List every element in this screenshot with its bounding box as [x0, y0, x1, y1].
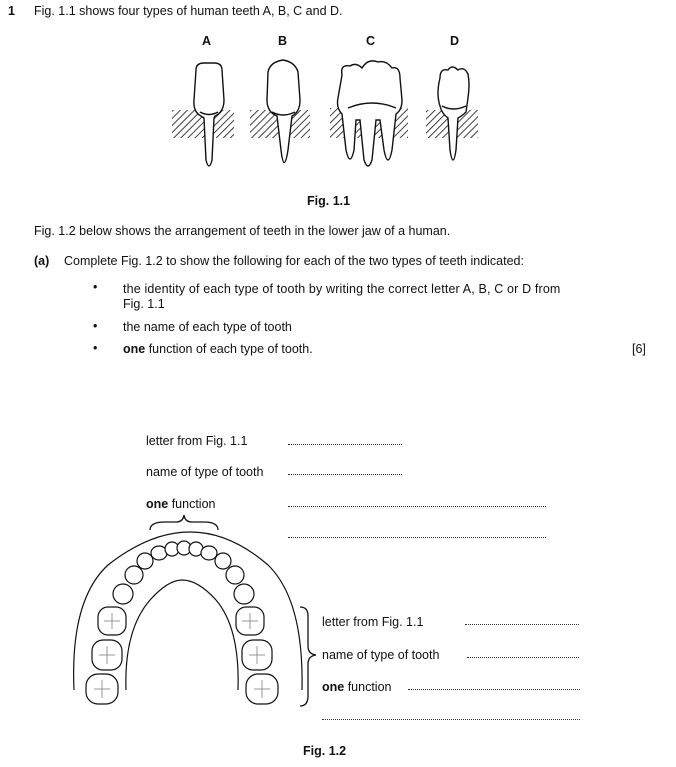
upper-brace	[150, 515, 218, 530]
tooth-label-c: C	[366, 34, 376, 48]
upper-letter-label: letter from Fig. 1.1	[146, 434, 248, 448]
lower-function-label	[322, 680, 392, 694]
bullet-dot: •	[93, 341, 98, 355]
bullet-3-bold: one	[123, 342, 146, 356]
question-intro: Fig. 1.1 shows four types of human teeth A, B, C and D.	[34, 4, 343, 18]
marks: [6]	[632, 342, 646, 356]
lower-letter-label: letter from Fig. 1.1	[322, 615, 424, 629]
upper-function-bold: one	[146, 497, 169, 511]
lower-function-answer-line-1[interactable]	[408, 689, 580, 690]
lower-letter-answer-line[interactable]	[465, 624, 579, 625]
fig2-caption: Fig. 1.2	[303, 744, 347, 758]
bullet-dot: •	[93, 280, 98, 294]
jaw-inner-arch	[126, 580, 238, 690]
question-number: 1	[8, 4, 15, 18]
upper-function-rest: function	[168, 497, 216, 511]
bullet-1-line-1: the identity of each type of tooth by writing the correct letter A, B, C or D from	[123, 282, 561, 296]
bullet-2: the name of each type of tooth	[123, 320, 292, 334]
fig2-intro: Fig. 1.2 below shows the arrangement of teeth in the lower jaw of a human.	[34, 224, 451, 238]
lower-function-answer-line-2[interactable]	[322, 719, 580, 720]
lower-name-answer-line[interactable]	[467, 657, 579, 658]
tooth-label-a: A	[202, 34, 212, 48]
bullet-dot: •	[93, 319, 98, 333]
lower-name-label: name of type of tooth	[322, 648, 440, 662]
lower-brace	[300, 607, 316, 706]
lower-function-rest: function	[344, 680, 392, 694]
upper-name-label: name of type of tooth	[146, 465, 264, 479]
part-a-label: (a)	[34, 254, 50, 268]
fig1-caption: Fig. 1.1	[307, 194, 351, 208]
lower-function-bold: one	[322, 680, 345, 694]
tooth-label-d: D	[450, 34, 460, 48]
tooth-label-b: B	[278, 34, 288, 48]
bullet-3-rest: function of each type of tooth.	[145, 342, 313, 356]
jaw-teeth	[86, 541, 278, 704]
part-a-text: Complete Fig. 1.2 to show the following for each of the two types of teeth indicated:	[64, 254, 524, 268]
bullet-1-line-2: Fig. 1.1	[123, 297, 165, 311]
